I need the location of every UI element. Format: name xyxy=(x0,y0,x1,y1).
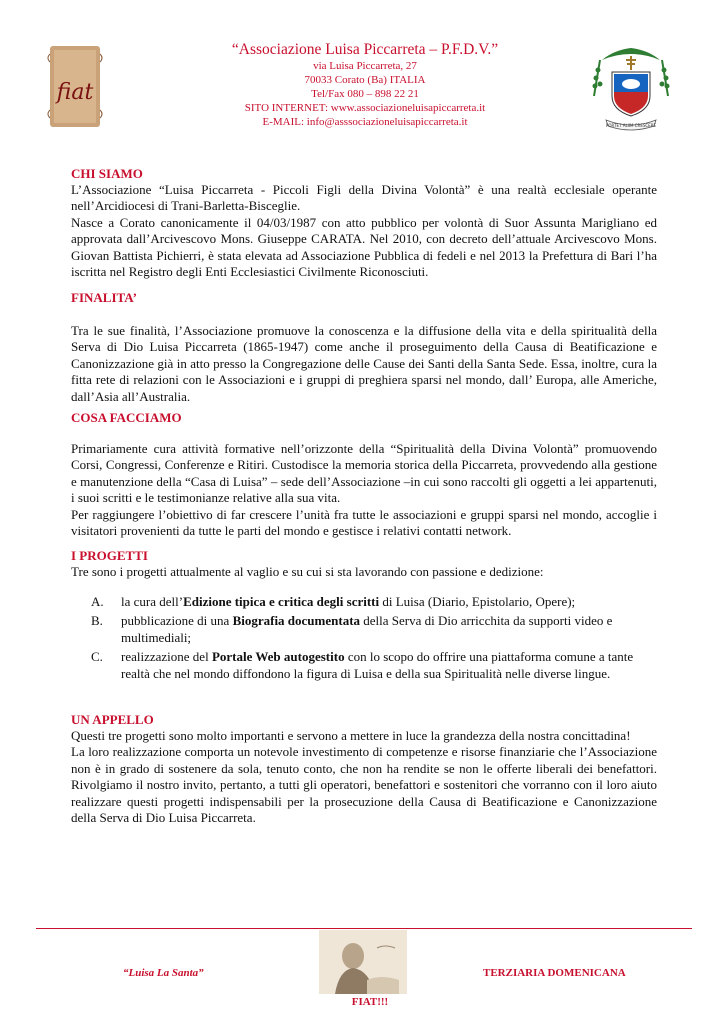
heading-chi-siamo: CHI SIAMO xyxy=(71,166,143,181)
website-line[interactable]: SITO INTERNET: www.associazioneluisapiccarreta.it xyxy=(244,102,486,114)
letterhead xyxy=(150,40,580,129)
coat-of-arms-logo xyxy=(592,44,670,134)
paragraph: Primariamente cura attività formative nell’orizzonte della “Spiritualità della Divina Volontà” promuovendo Corsi, Congressi, Conferenze e Ritiri. Custodisce la memoria storica della Piccarreta, provvedendo alla gestione e manutenzione della “Casa di Luisa” – sede dell’Associazione –in cui sono raccolti gli oggetti a lei appartenuti, i suoi scritti e le testimonianze relative alla sua vita. xyxy=(71,441,657,506)
list-item: B. pubblicazione di una Biografia documentata della Serva di Dio arricchita da supporti video e multimediali; xyxy=(91,613,613,645)
footer-right-text: TERZIARIA DOMENICANA xyxy=(483,967,626,979)
fiat-logo xyxy=(46,44,104,129)
heading-cosa-facciamo: COSA FACCIAMO xyxy=(71,410,182,425)
section-appello xyxy=(71,712,657,826)
paragraph: L’Associazione “Luisa Piccarreta - Piccoli Figli della Divina Volontà” è una realtà ecclesiale operante nell’Arcidiocesi di Trani-Barletta-Bisceglie. xyxy=(71,182,657,214)
section-progetti xyxy=(71,548,657,580)
paragraph: Questi tre progetti sono molto importanti e servono a mettere in luce la grandezza della nostra concittadina! xyxy=(71,728,631,743)
phone-line: Tel/Fax 080 – 898 22 21 xyxy=(311,88,419,100)
section-cosa-facciamo-body xyxy=(71,441,657,539)
footer-left-text: “Luisa La Santa” xyxy=(123,967,204,979)
section-finalita xyxy=(71,290,657,306)
section-chi-siamo xyxy=(71,166,657,280)
heading-appello: UN APPELLO xyxy=(71,712,154,727)
paragraph: Tra le sue finalità, l’Associazione promuove la conoscenza e la diffusione della vita e della spiritualità della Serva di Dio Luisa Piccarreta (1865-1947) come anche il proseguimento della Causa di Beatificazione e Canonizzazione già in atto presso la Congregazione delle Cause dei Santi della Santa Sede. Essa, inoltre, cura la fitta rete di relazioni con le Associazioni e i gruppi di preghiera sparsi nel mondo, dall’ Europa, alle Americhe, dall’Asia all’Australia. xyxy=(71,323,657,404)
paragraph: La loro realizzazione comporta un notevole investimento di competenze e risorse finanziarie che l’Associazione non è in grado di sostenere da sola, tenuto conto, che non ha rendite se non le offerte liberali dei benefattori. Rivolgiamo il nostro invito, pertanto, a tutti gli operatori, benefattori e sostenitori che vorranno con il loro aiuto realizzare questi progetti indispensabili per la prosecuzione della Causa di Beatificazione e Canonizzazione della Serva di Dio Luisa Piccarreta. xyxy=(71,744,657,826)
footer-center-text: FIAT!!! xyxy=(351,996,389,1008)
paragraph: Tre sono i progetti attualmente al vaglio e su cui si sta lavorando con passione e dedizione: xyxy=(71,564,544,579)
svg-text:fiat: fiat xyxy=(56,80,94,105)
projects-list xyxy=(71,594,657,682)
address-line: via Luisa Piccarreta, 27 xyxy=(313,60,417,72)
paragraph: Nasce a Corato canonicamente il 04/03/1987 con atto pubblico per volontà di Suor Assunta Marigliano ed approvata dall’Arcivescovo Mons. Giuseppe CARATA. Nel 2010, con decreto dell’attuale Arcivescovo Mons. Giovan Battista Pichierri, è stata elevata ad Associazione Pubblica di fedeli e nel 2013 la Prefettura di Bari l’ha iscritta nel Registro degli Enti Ecclesiastici Civilmente Riconosciuti. xyxy=(71,214,657,280)
footer-divider xyxy=(36,928,692,929)
svg-text:PORTET ALIIM CRESCERE: PORTET ALIIM CRESCERE xyxy=(605,123,657,128)
list-item: C. realizzazione del Portale Web autogestito con lo scopo do offrire una piattaforma comune a tante realtà che nel mondo diffondono la figura di Luisa e della sua Spiritualità nelle diverse lingue. xyxy=(91,649,634,681)
heading-progetti: I PROGETTI xyxy=(71,548,148,563)
luisa-portrait-image xyxy=(319,930,407,994)
email-line[interactable]: E-MAIL: info@asssociazioneluisapiccarreta.it xyxy=(262,116,468,128)
section-cosa-facciamo xyxy=(71,410,657,426)
section-finalita-body xyxy=(71,323,657,405)
paragraph: Per raggiungere l’obiettivo di far crescere l’unità fra tutte le associazioni e gruppi sparsi nel mondo, accoglie i visitatori provenienti da tutte le parti del mondo e gestisce i relativi contatti network. xyxy=(71,506,657,539)
association-title: “Associazione Luisa Piccarreta – P.F.D.V.” xyxy=(231,41,499,58)
list-item: A. la cura dell’Edizione tipica e critica degli scritti di Luisa (Diario, Epistolario, Opere); xyxy=(91,594,576,609)
city-line: 70033 Corato (Ba) ITALIA xyxy=(304,74,426,86)
heading-finalita: FINALITA’ xyxy=(71,290,137,305)
